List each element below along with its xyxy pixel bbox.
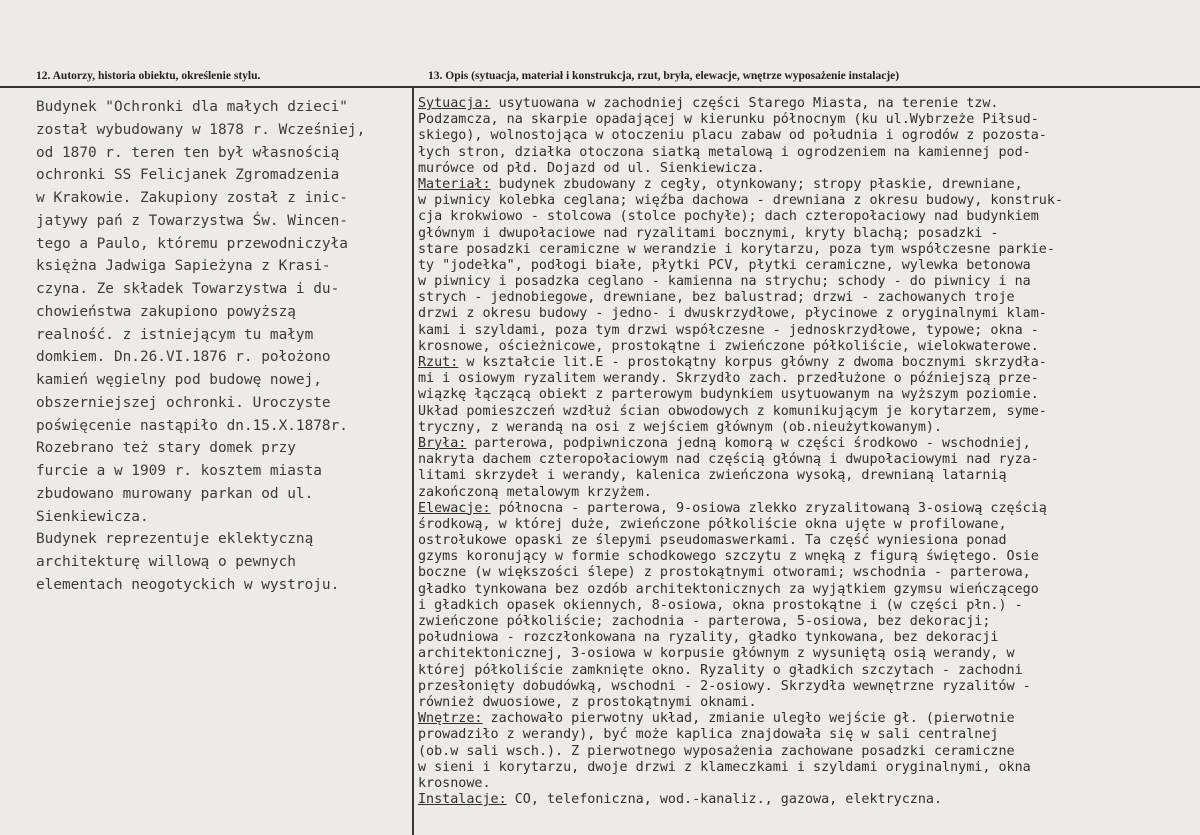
description-line [418,177,1194,193]
section-label: Materiał: [418,176,491,192]
section-label: Instalacje: [418,792,507,808]
description-text: drzwi z okresu budowy - jedno- i dwuskrzydłowe, płycinowe z oryginalnymi klam- [418,306,1047,322]
description-column [418,96,1194,808]
history-line: zbudowano murowany parkan od ul. [36,485,314,502]
description-line [418,323,1194,339]
description-text: zachowało pierwotny układ, zmianie uległo wejście gł. (pierwotnie [482,711,1015,727]
description-line [418,404,1194,420]
description-line [418,744,1194,760]
description-line [418,226,1194,242]
description-text: mi i osiowym ryzalitem werandy. Skrzydło zach. przedłużone o późniejszą prze- [418,371,1039,387]
description-text: w sieni i korytarzu, dwoje drzwi z klameczkami i szyldami oryginalnymi, okna [418,759,1031,775]
description-line [418,242,1194,258]
description-line [418,582,1194,598]
description-line [418,96,1194,112]
history-line: architekturę willową o pewnych [36,554,296,570]
history-line: Budynek reprezentuje eklektyczną [36,531,314,548]
description-line [418,630,1194,646]
description-text: której półkoliście zamknięte okno. Ryzality o gładkich szczytach - zachodni [418,662,1023,678]
description-line [418,339,1194,355]
description-line [418,355,1194,371]
description-text: (ob.w sali wsch.). Z pierwotnego wyposażenia zachowane posadzki ceramiczne [418,743,1015,759]
description-text: skiego), wolnostojąca w otoczeniu placu zabaw od południa i ogrodów z pozosta- [418,128,1047,144]
description-line [418,517,1194,533]
description-line [418,112,1194,128]
history-column [36,96,408,597]
section-12-heading: 12. Autorzy, historia obiektu, określenie stylu. [36,70,261,82]
section-label: Wnętrze: [418,711,483,727]
history-line: Budynek "Ochronki dla małych dzieci" [36,99,348,115]
description-line [418,436,1194,452]
description-line [418,679,1194,695]
description-line [418,258,1194,274]
description-text: gzyms koronujący w formie schodkowego szczytu z wnęką z figurą świętego. Osie [418,549,1039,565]
description-line [418,161,1194,177]
history-line: furcie a w 1909 r. kosztem miasta [36,463,322,479]
description-line [418,145,1194,161]
history-line: od 1870 r. teren ten był własnością [36,144,340,161]
description-text: budynek zbudowany z cegły, otynkowany; stropy płaskie, drewniane, [490,176,1023,192]
history-line: został wybudowany w 1878 r. Wcześniej, [36,121,366,138]
column-divider [412,88,414,835]
description-text: stare posadzki ceramiczne w werandzie i korytarzu, poza tym współczesne parkie- [418,241,1055,257]
description-text: przesłonięty dobudówką, wschodni - 2-osiowy. Skrzydła wewnętrzne ryzalitów - [418,678,1031,694]
description-line [418,290,1194,306]
section-label: Sytuacja: [418,96,491,111]
description-text: kami i szyldami, poza tym drzwi współczesne - jednoskrzydłowe, typowe; okna - [418,322,1039,338]
description-line [418,646,1194,662]
description-line [418,549,1194,565]
description-text: w piwnicy kolebka ceglana; więźba dachowa - drewniana z okresu budowy, konstruk- [418,193,1063,209]
history-line: czyna. Ze składek Towarzystwa i du- [36,281,340,297]
description-line [418,760,1194,776]
history-line: jatywy pań z Towarzystwa Św. Wincen- [36,212,348,229]
description-text: murówce od płd. Dojazd od ul. Sienkiewicza. [418,160,765,176]
history-line: Sienkiewicza. [36,508,149,525]
section-label: Elewacje: [418,500,491,516]
description-line [418,533,1194,549]
description-text: CO, telefoniczna, wod.-kanaliz., gazowa, elektryczna. [506,792,943,808]
description-text: zwieńczone półkoliście; zachodnia - parterowa, 5-osiowa, bez dekoracji; [418,614,991,629]
description-line [418,614,1194,630]
description-line [418,306,1194,322]
description-line [418,695,1194,711]
description-text: północna - parterowa, 9-osiowa zlekko zryzalitowaną 3-osiową częścią [490,500,1047,516]
description-line [418,663,1194,679]
description-text: litami skrzydeł i werandy, kalenica zwieńczona wysoką, drewnianą latarnią [418,468,1007,484]
description-line [418,274,1194,290]
history-line: ochronki SS Felicjanek Zgromadzenia [36,167,340,184]
description-text: środkową, w której duże, zwieńczone półkoliście okna ujęte w profilowane, [418,516,1007,532]
description-line [418,727,1194,743]
description-text: i gładkich opasek okiennych, 8-osiowa, okna prostokątne i (w części płn.) - [418,597,1023,613]
description-text: prowadziło z werandy), być może kaplica znajdowała się w sali centralnej [418,727,999,743]
description-line [418,468,1194,484]
section-label: Bryła: [418,435,467,451]
description-text: usytuowana w zachodniej części Starego Miasta, na terenie tzw. [490,96,999,111]
description-text: architektonicznej, 3-osiowa w korpusie głównym z wysuniętą osią werandy, w [418,646,1015,662]
history-line: elementach neogotyckich w wystroju. [36,576,340,593]
history-line: chowieństwa zakupiono powyższą [36,303,296,320]
description-line [418,420,1194,436]
description-text: Układ pomieszczeń wzdłuż ścian obwodowych z komunikującym je korytarzem, syme- [418,403,1047,419]
description-text: zakończoną metalowym krzyżem. [418,484,652,500]
description-text: krosnowe, ościeżnicowe, prostokątne i zwieńczone półkoliście, wielokwaterowe. [418,338,1039,354]
section-13-heading: 13. Opis (sytuacja, materiał i konstrukcja, rzut, bryła, elewacje, wnętrze wyposażenie instalacje) [428,70,900,82]
description-text: głównym i dwupołaciowe nad ryzalitami bocznymi, kryty blachą; posadzki - [418,225,999,241]
history-line: księżna Jadwiga Sapieżyna z Krasi- [36,258,331,275]
description-text: Podzamcza, na skarpie opadającej w kierunku północnym (ku ul.Wybrzeże Piłsud- [418,112,1039,128]
description-text: łych stron, działka otoczona siatką metalową i ogrodzeniem na kamiennej pod- [418,144,1031,160]
form-header [0,68,1200,88]
description-text: w piwnicy i posadzka ceglano - kamienna na strychu; schody - do piwnicy i na [418,274,1031,290]
description-line [418,128,1194,144]
description-line [418,776,1194,792]
description-line [418,792,1194,808]
description-text: ostrołukowe opaski ze ślepymi pseudomaswerkami. Ta część wyniesiona ponad [418,533,1007,549]
history-line: obszerniejszej ochronki. Uroczyste [36,394,331,411]
history-line: tego a Paulo, któremu przewodniczyła [36,235,348,252]
description-text: nakryta dachem czteropołaciowym nad częścią główną i dwupołaciowymi nad ryza- [418,452,1039,468]
description-line [418,711,1194,727]
description-text: boczne (w większości ślepe) z prostokątnymi otworami; wschodnia - parterowa, [418,565,1031,581]
description-text: wiązkę łączącą obiekt z parterowym budynkiem usytuowanym na wyższym poziomie. [418,387,1039,403]
description-line [418,387,1194,403]
history-line: domkiem. Dn.26.VI.1876 r. położono [36,349,331,366]
description-text: cja krokwiowo - stolcowa (stolce pochyłe); dach czteropołaciowy nad budynkiem [418,209,1039,225]
description-line [418,193,1194,209]
description-text: krosnowe. [418,775,491,791]
history-line: w Krakowie. Zakupiony został z inic- [36,190,348,206]
description-line [418,452,1194,468]
description-text: ty "jodełka", podłogi białe, płytki PCV, płytki ceramiczne, wylewka betonowa [418,257,1031,273]
description-text: tryczny, z werandą na osi z wejściem głównym (ob.nieużytkowanym). [418,419,943,435]
description-line [418,485,1194,501]
description-line [418,501,1194,517]
description-text: parterowa, podpiwniczona jedną komorą w części środkowo - wschodniej, [466,435,1031,451]
description-line [418,371,1194,387]
description-text: gładko tynkowana bez ozdób architektonicznych za wyjątkiem gzymsu wieńczącego [418,581,1039,597]
description-text: również dwuosiowe, z prostokątnymi oknami. [418,694,757,710]
history-line: kamień węgielny pod budowę nowej, [36,372,322,388]
description-text: południowa - rozczłonkowana na ryzality, gładko tynkowana, bez dekoracji [418,630,999,646]
history-line: poświęcenie nastąpiło dn.15.X.1878r. [36,417,348,434]
history-line: Rozebrano też stary domek przy [36,440,296,457]
description-text: strych - jednobiegowe, drewniane, bez balustrad; drzwi - zachowanych troje [418,290,1015,306]
description-line [418,598,1194,614]
description-line [418,565,1194,581]
description-line [418,209,1194,225]
history-line: realność. z istniejącym tu małym [36,326,314,343]
description-text: w kształcie lit.E - prostokątny korpus główny z dwoma bocznymi skrzydła- [458,355,1047,370]
section-label: Rzut: [418,355,459,370]
